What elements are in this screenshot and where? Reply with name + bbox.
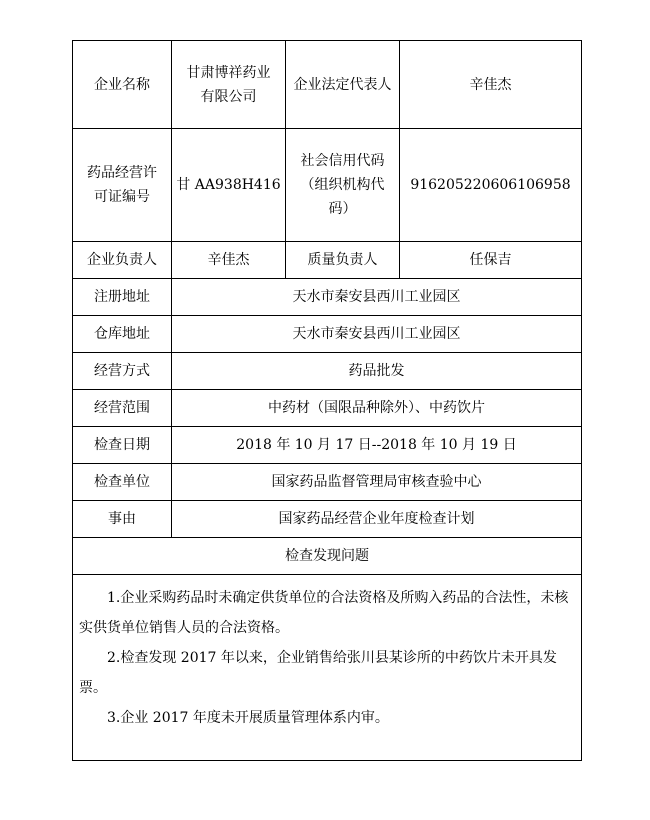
scope-label: 经营范围 — [73, 390, 172, 427]
legal-rep-value: 辛佳杰 — [400, 41, 582, 129]
scope-value: 中药材（国限品种除外）、中药饮片 — [172, 390, 582, 427]
mode-label: 经营方式 — [73, 353, 172, 390]
finding-item: 2.检查发现 2017 年以来，企业销售给张川县某诊所的中药饮片未开具发票。 — [79, 650, 557, 696]
quality-value: 任保吉 — [400, 242, 582, 279]
reg-address-label: 注册地址 — [73, 279, 172, 316]
findings-list — [73, 575, 582, 761]
row-inspector — [73, 464, 582, 501]
warehouse-value: 天水市秦安县西川工业园区 — [172, 316, 582, 353]
row-mode — [73, 353, 582, 390]
row-company-name — [73, 41, 582, 129]
row-date — [73, 427, 582, 464]
inspector-label: 检查单位 — [73, 464, 172, 501]
license-label: 药品经营许可证编号 — [73, 129, 172, 242]
finding-item: 3.企业 2017 年度未开展质量管理体系内审。 — [107, 710, 389, 726]
quality-label: 质量负责人 — [286, 242, 400, 279]
row-reason — [73, 501, 582, 538]
row-findings-title — [73, 538, 582, 575]
principal-value: 辛佳杰 — [172, 242, 286, 279]
inspector-value: 国家药品监督管理局审核查验中心 — [172, 464, 582, 501]
row-principal — [73, 242, 582, 279]
date-value: 2018 年 10 月 17 日--2018 年 10 月 19 日 — [172, 427, 582, 464]
row-findings — [73, 575, 582, 761]
finding-item: 1.企业采购药品时未确定供货单位的合法资格及所购入药品的合法性，未核实供货单位销售人员的合法资格。 — [79, 590, 569, 636]
row-license — [73, 129, 582, 242]
reg-address-value: 天水市秦安县西川工业园区 — [172, 279, 582, 316]
inspection-info-table — [72, 40, 582, 761]
row-reg-address — [73, 279, 582, 316]
principal-label: 企业负责人 — [73, 242, 172, 279]
company-name-value: 甘肃博祥药业有限公司 — [172, 41, 286, 129]
findings-title: 检查发现问题 — [73, 538, 582, 575]
legal-rep-label: 企业法定代表人 — [286, 41, 400, 129]
license-value: 甘 AA938H416 — [172, 129, 286, 242]
date-label: 检查日期 — [73, 427, 172, 464]
company-name-label: 企业名称 — [73, 41, 172, 129]
row-scope — [73, 390, 582, 427]
credit-code-value: 916205220606106958 — [400, 129, 582, 242]
row-warehouse — [73, 316, 582, 353]
reason-label: 事由 — [73, 501, 172, 538]
warehouse-label: 仓库地址 — [73, 316, 172, 353]
reason-value: 国家药品经营企业年度检查计划 — [172, 501, 582, 538]
credit-code-label: 社会信用代码（组织机构代码） — [286, 129, 400, 242]
mode-value: 药品批发 — [172, 353, 582, 390]
